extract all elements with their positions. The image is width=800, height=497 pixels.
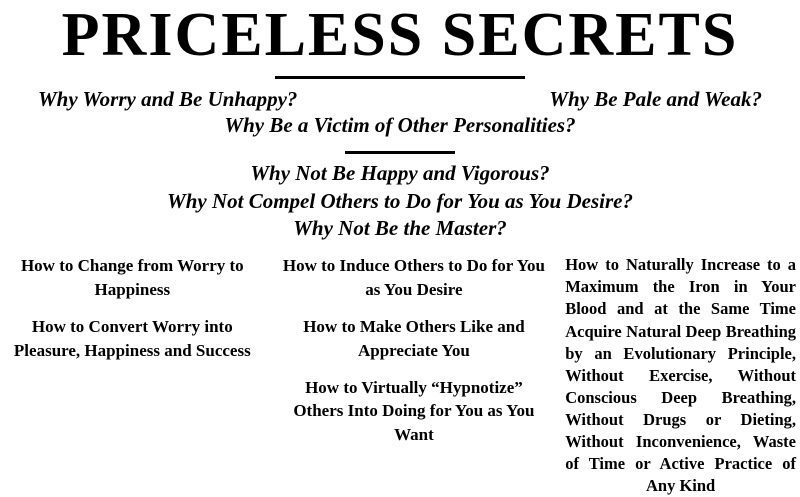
divider-top [275,76,525,79]
list-item: How to Make Others Like and Appreciate You [303,317,525,360]
question-why-worry: Why Worry and Be Unhappy? [38,87,298,111]
list-item: How to Induce Others to Do for You as You Desire [282,256,545,299]
top-questions-row [0,87,800,112]
advertisement [0,1,800,496]
question-why-not-master: Why Not Be the Master? [293,215,507,240]
question-why-pale: Why Be Pale and Weak? [549,87,762,111]
list-item: How to Convert Worry into Pleasure, Happiness and Success [13,317,251,360]
list-item: How to Virtually “Hypnotize” Others Into Doing for You as You Want [293,378,535,444]
bottom-questions [0,160,800,242]
benefits-columns [0,254,800,497]
question-why-not-compel: Why Not Compel Others to Do for You as You Desire? [167,188,633,213]
divider-middle [345,151,455,154]
benefits-column-right [557,254,796,497]
list-item: How to Change from Worry to Happiness [20,256,244,299]
page-title: PRICELESS SECRETS [61,1,739,69]
benefits-column-middle [271,254,558,460]
list-item: How to Naturally Increase to a Maximum the Iron in Your Blood and at the Same Time Acquire Natural Deep Breathing by an Evolutionary Principle, Without Exercise, Without Conscious Deep Breathing, Without Drugs or Dieting, Without Inconvenience, Waste of Time or Active Practice of Any Kind [565,255,796,496]
question-why-not-happy: Why Not Be Happy and Vigorous? [250,161,550,186]
benefits-column-left [4,254,271,376]
question-why-victim: Why Be a Victim of Other Personalities? [224,113,576,137]
